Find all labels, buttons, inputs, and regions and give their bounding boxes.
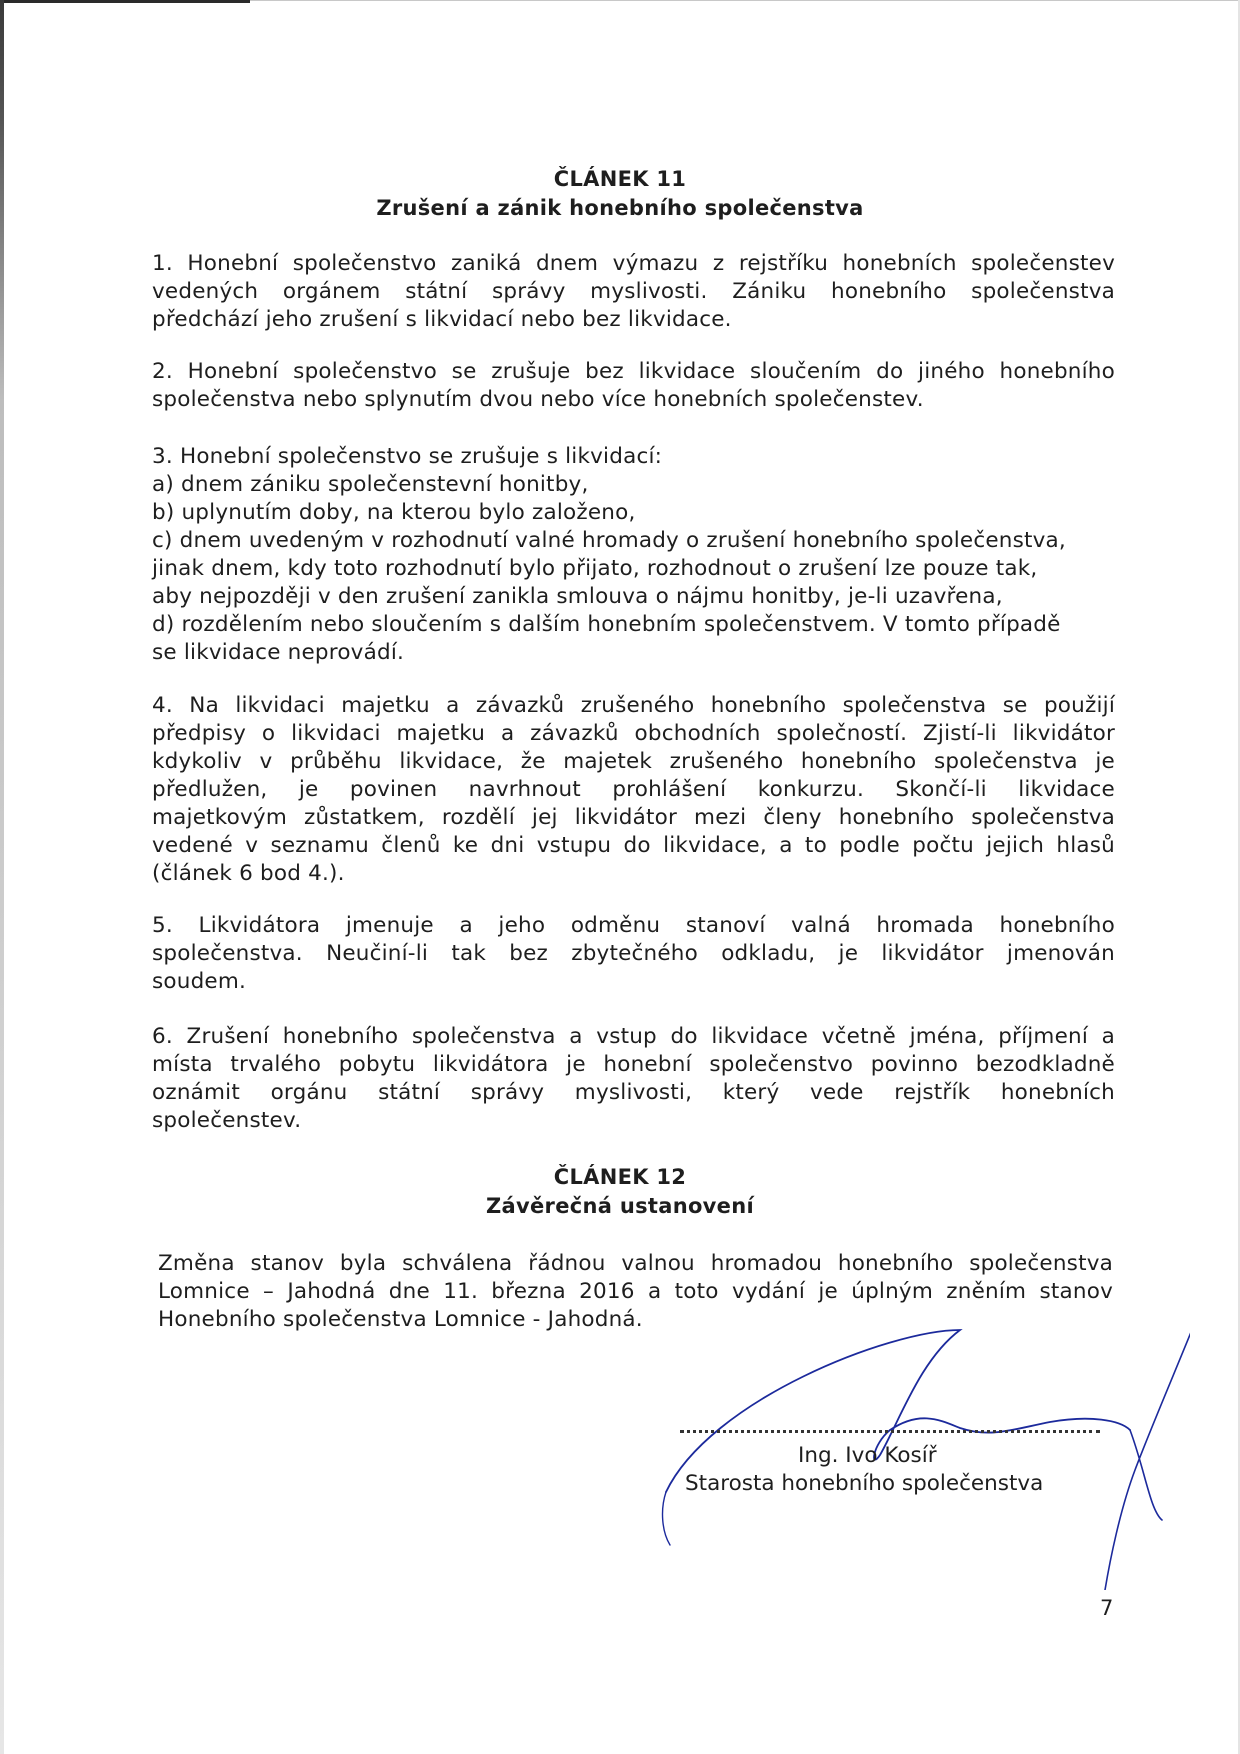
paragraph-line: 3. Honební společenstvo se zrušuje s likvidací:	[152, 444, 663, 469]
paragraph-line: Lomnice – Jahodná dne 11. března 2016 a toto vydání je úplným zněním stanov	[158, 1279, 1113, 1304]
article-11-paragraph-6	[152, 1023, 1115, 1135]
article-11-paragraph-1	[152, 250, 1115, 334]
scan-edge-top-faint	[250, 0, 1240, 1]
paragraph-line: vedené v seznamu členů ke dni vstupu do likvidace, a to podle počtu jejich hlasů	[152, 833, 1115, 858]
list-item-d: d) rozdělením nebo sloučením s dalším honebním společenstvem. V tomto případě	[152, 612, 1061, 637]
paragraph-line: místa trvalého pobytu likvidátora je honební společenstvo povinno bezodkladně	[152, 1052, 1115, 1077]
article-11-paragraph-2	[152, 358, 1115, 414]
signature-dotted-line	[680, 1430, 1100, 1433]
article-11-paragraph-5	[152, 912, 1115, 996]
paragraph-line: předchází jeho zrušení s likvidací nebo bez likvidace.	[152, 307, 732, 332]
list-item-c-cont: aby nejpozději v den zrušení zanikla smlouva o nájmu honitby, je-li uzavřena,	[152, 584, 1003, 609]
paragraph-line: 1. Honební společenstvo zaniká dnem výmazu z rejstříku honebních společenstev	[152, 251, 1115, 276]
article-11-title: ČLÁNEK 11	[553, 167, 687, 191]
article-12-title: ČLÁNEK 12	[553, 1165, 687, 1189]
paragraph-line: 6. Zrušení honebního společenstva a vstup do likvidace včetně jména, příjmení a	[152, 1024, 1115, 1049]
paragraph-line: oznámit orgánu státní správy myslivosti, který vede rejstřík honebních	[152, 1080, 1115, 1105]
article-11-paragraph-4	[152, 692, 1115, 888]
paragraph-line: 2. Honební společenstvo se zrušuje bez likvidace sloučením do jiného honebního	[152, 359, 1115, 384]
paragraph-line: Změna stanov byla schválena řádnou valnou hromadou honebního společenstva	[158, 1251, 1113, 1276]
page-number: 7	[1100, 1596, 1114, 1620]
signature-block	[660, 1320, 1110, 1520]
paragraph-line: společenstva. Neučiní-li tak bez zbytečného odkladu, je likvidátor jmenován	[152, 941, 1115, 966]
paragraph-line: 5. Likvidátora jmenuje a jeho odměnu stanoví valná hromada honebního	[152, 913, 1115, 938]
paragraph-line: předlužen, je povinen navrhnout prohlášení konkurzu. Skončí-li likvidace	[152, 777, 1115, 802]
paragraph-line: společenstev.	[152, 1108, 302, 1133]
article-11-subtitle: Zrušení a zánik honebního společenstva	[376, 196, 864, 220]
paragraph-line: předpisy o likvidaci majetku a závazků obchodních společností. Zjistí-li likvidátor	[152, 721, 1115, 746]
paragraph-line: Honebního společenstva Lomnice - Jahodná.	[158, 1307, 643, 1332]
list-item-c-cont: jinak dnem, kdy toto rozhodnutí bylo přijato, rozhodnout o zrušení lze pouze tak,	[152, 556, 1038, 581]
paragraph-line: 4. Na likvidaci majetku a závazků zrušeného honebního společenstva se použijí	[152, 693, 1115, 718]
list-item-d-cont: se likvidace neprovádí.	[152, 640, 405, 665]
signer-role: Starosta honebního společenstva	[685, 1471, 1044, 1496]
list-item-b: b) uplynutím doby, na kterou bylo založeno,	[152, 500, 636, 525]
scan-edge-left	[0, 0, 4, 1754]
paragraph-line: vedených orgánem státní správy myslivosti. Zániku honebního společenstva	[152, 279, 1115, 304]
article-11-paragraph-3	[152, 443, 1115, 667]
paragraph-line: společenstva nebo splynutím dvou nebo více honebních společenstev.	[152, 387, 924, 412]
signer-name: Ing. Ivo Kosíř	[798, 1443, 937, 1468]
scan-edge-top	[0, 0, 250, 3]
paragraph-line: majetkovým zůstatkem, rozdělí jej likvidátor mezi členy honebního společenstva	[152, 805, 1115, 830]
article-12-subtitle: Závěrečná ustanovení	[486, 1194, 754, 1218]
signature-stroke	[663, 1492, 670, 1545]
paragraph-line: kdykoliv v průběhu likvidace, že majetek zrušeného honebního společenstva je	[152, 749, 1115, 774]
paragraph-line: (článek 6 bod 4.).	[152, 861, 345, 886]
list-item-c: c) dnem uvedeným v rozhodnutí valné hromady o zrušení honebního společenstva,	[152, 528, 1066, 553]
signature-stroke	[1105, 1310, 1190, 1590]
list-item-a: a) dnem zániku společenstevní honitby,	[152, 472, 589, 497]
paragraph-line: soudem.	[152, 969, 247, 994]
